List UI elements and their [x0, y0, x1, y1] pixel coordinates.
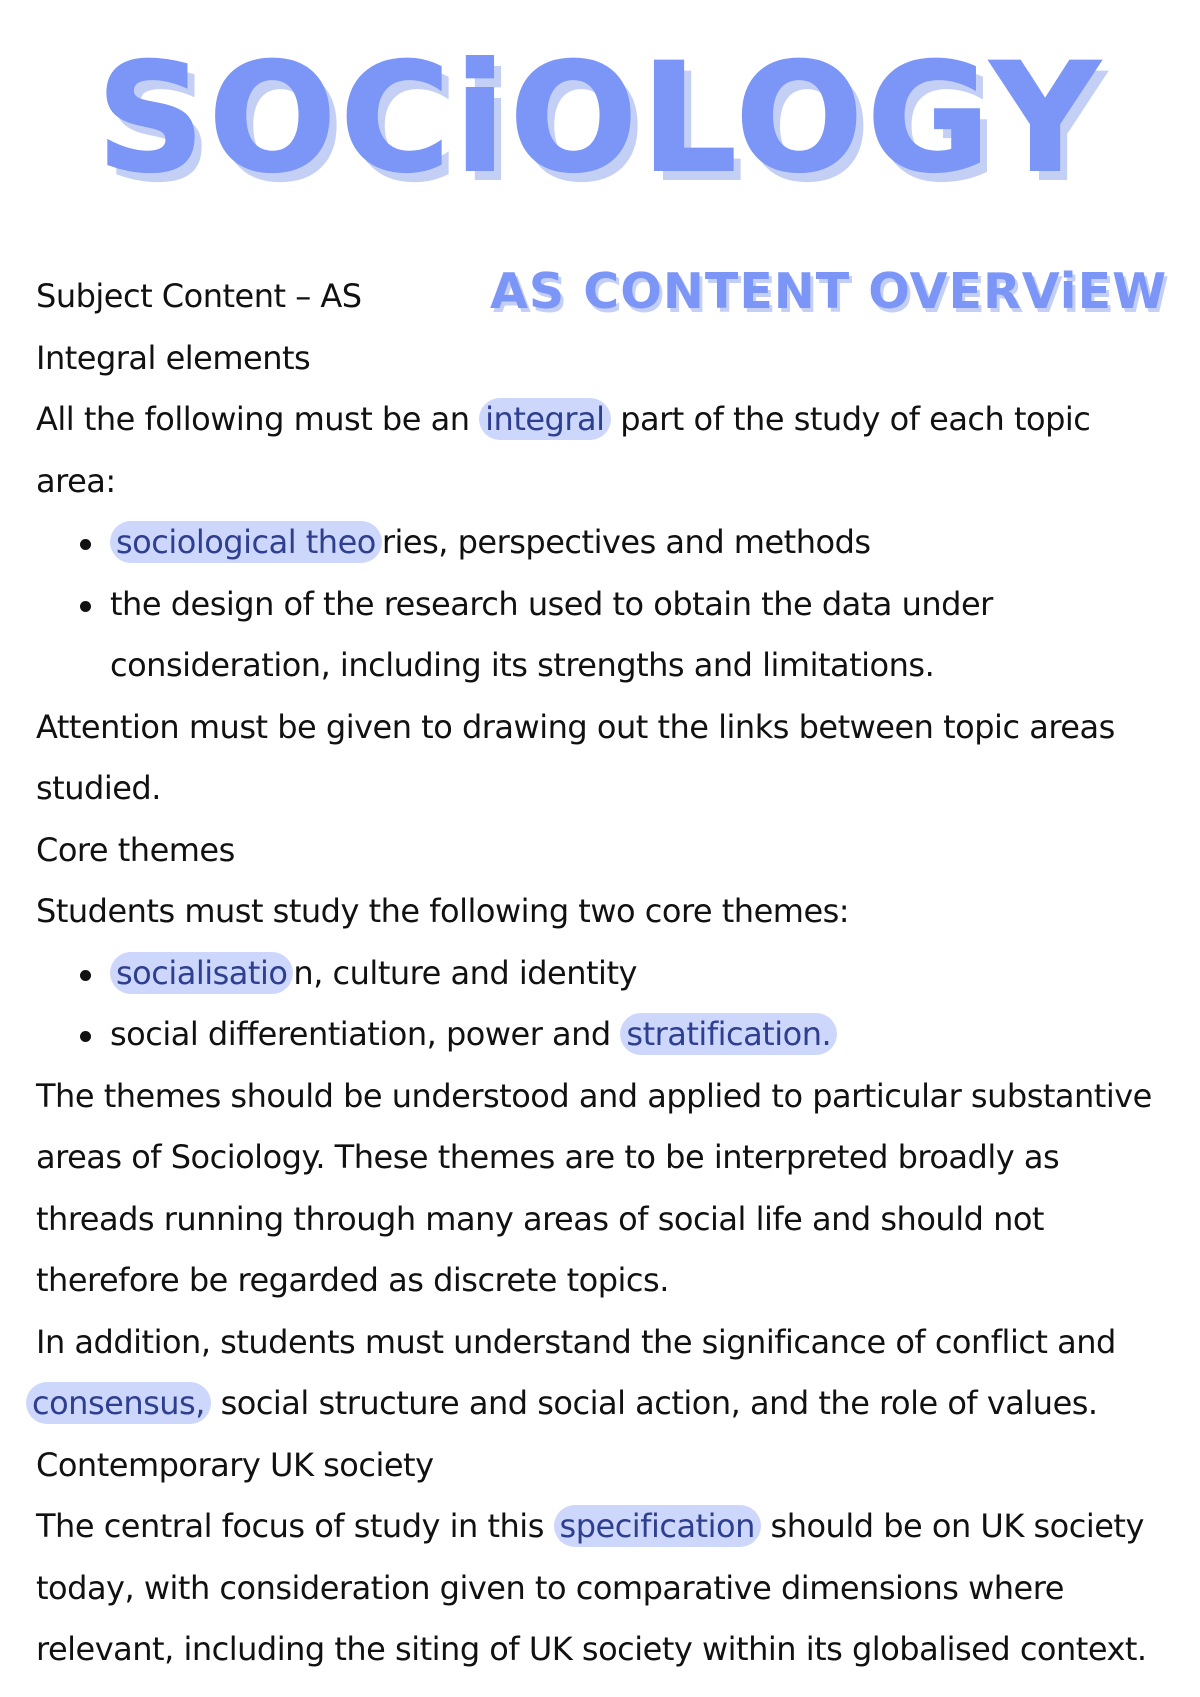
themes-line-3: threads running through many areas of social life and should not [36, 1199, 1044, 1238]
themes-line-2: areas of Sociology. These themes are to be interpreted broadly as [36, 1138, 1060, 1176]
highlighted-term: sociological theo [110, 521, 382, 563]
highlighted-term: consensus, [26, 1382, 211, 1424]
document-body [32, 266, 1176, 1681]
integral-heading: Integral elements [36, 338, 311, 377]
addition-line-2 [26, 1373, 1176, 1435]
text-fragment: ries, perspectives and methods [381, 523, 871, 561]
uk-line-1 [36, 1496, 1176, 1558]
text-fragment: part of the study of each topic [610, 400, 1091, 438]
text-fragment: consideration, including its strengths and limitations. [110, 646, 935, 684]
text-fragment: the design of the research used to obtain the data under [110, 584, 993, 623]
text-fragment: should be on UK society [760, 1507, 1144, 1545]
text-fragment: The central focus of study in this [36, 1507, 554, 1545]
themes-line-1: The themes should be understood and applied to particular substantive [36, 1076, 1152, 1115]
list-item [36, 1004, 1176, 1066]
bullet-icon [80, 601, 91, 612]
list-item [36, 943, 1176, 1005]
highlighted-term: specification [554, 1505, 761, 1547]
integral-paragraph-line-2: area: [36, 461, 116, 500]
uk-heading: Contemporary UK society [36, 1445, 434, 1484]
integral-bullet-list [36, 512, 1176, 697]
bullet-icon [80, 1031, 91, 1042]
themes-line-4: therefore be regarded as discrete topics. [36, 1261, 669, 1299]
list-item [36, 512, 1176, 574]
integral-paragraph-line-1 [36, 389, 1176, 451]
attention-line-1: Attention must be given to drawing out the links between topic areas [36, 707, 1115, 746]
text-fragment: All the following must be an [36, 400, 480, 438]
core-bullet-list [36, 943, 1176, 1066]
text-fragment: social structure and social action, and the role of values. [210, 1384, 1098, 1422]
attention-line-2: studied. [36, 769, 161, 807]
highlighted-term: stratification. [620, 1013, 837, 1055]
uk-line-2: today, with consideration given to comparative dimensions where [36, 1568, 1064, 1607]
addition-line-1: In addition, students must understand the significance of conflict and [36, 1322, 1116, 1361]
page-title: SOCiOLOGY [96, 32, 1104, 206]
bullet-icon [80, 539, 91, 550]
highlighted-term: integral [479, 398, 610, 440]
list-item [36, 574, 1176, 697]
subject-heading: Subject Content – AS [36, 277, 362, 315]
uk-line-3: relevant, including the siting of UK society within its globalised context. [36, 1630, 1147, 1668]
text-fragment: n, culture and identity [293, 953, 637, 992]
text-fragment: social differentiation, power and [110, 1015, 621, 1053]
bullet-icon [80, 970, 91, 981]
highlighted-term: socialisatio [110, 952, 293, 994]
core-heading: Core themes [36, 830, 235, 869]
page-subtitle: AS CONTENT OVERViEW [490, 263, 1168, 320]
core-intro: Students must study the following two core themes: [36, 892, 850, 930]
